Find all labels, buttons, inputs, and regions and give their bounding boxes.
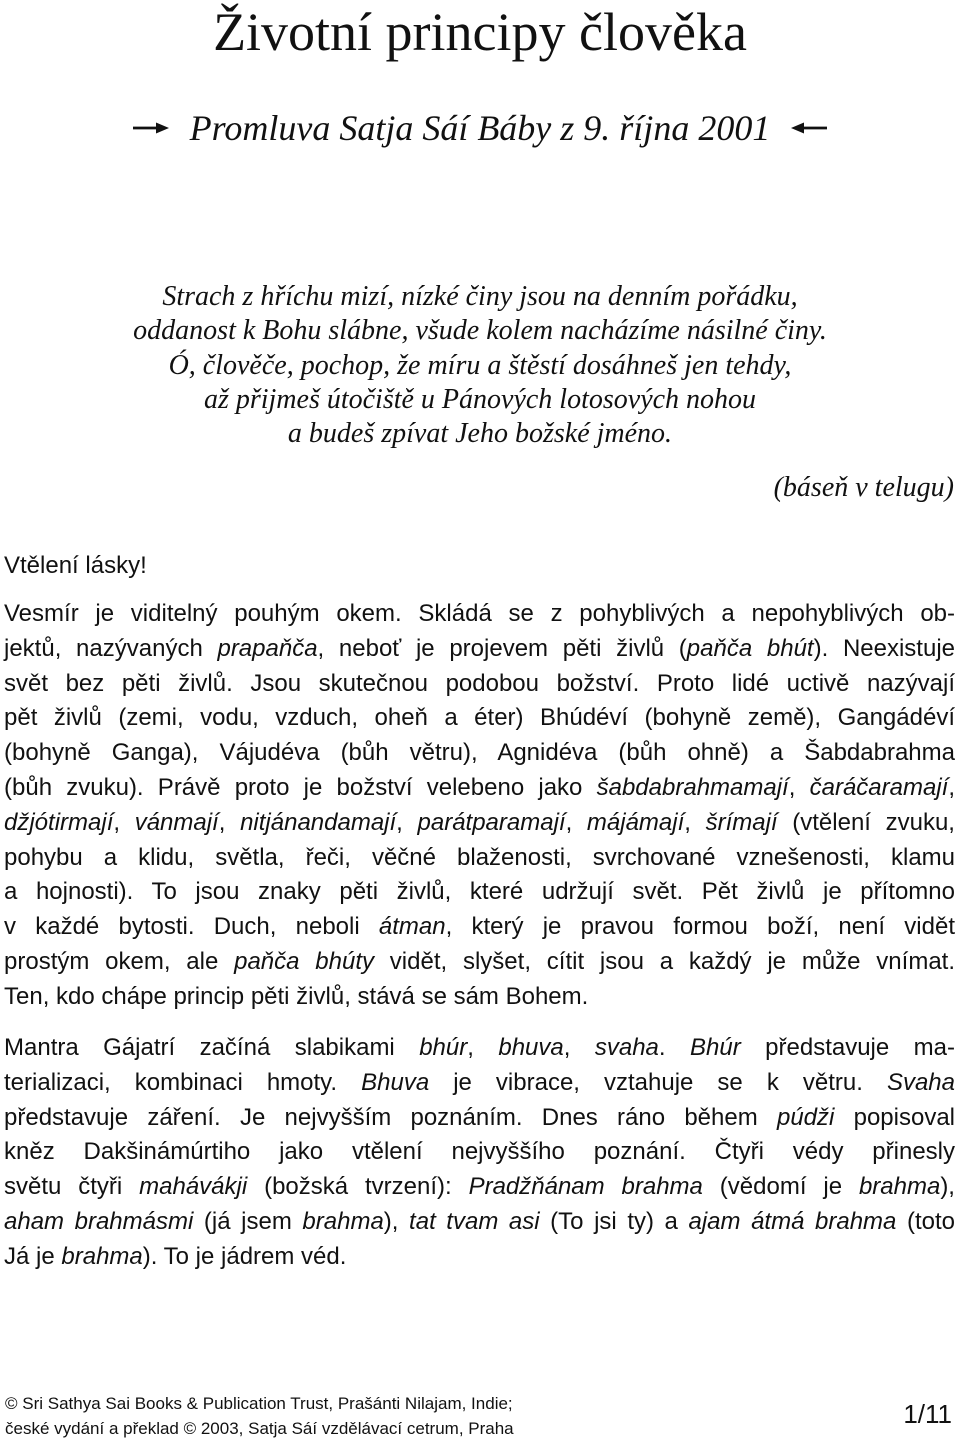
emphasized-term: brahma <box>61 1242 143 1270</box>
text-line <box>4 1170 955 1205</box>
emphasized-term: šabdabrahmamají <box>596 773 789 801</box>
text-run: . <box>658 1034 691 1061</box>
text-line <box>4 667 955 702</box>
text-run: ). Neexistuje <box>813 634 955 662</box>
emphasized-term: mahávákji <box>139 1173 248 1201</box>
emphasized-term: Pradžňánam brahma <box>468 1173 703 1201</box>
poem-line: oddanost k Bohu slábne, všude kolem nacházíme násilné činy. <box>133 315 827 347</box>
text-run: , <box>788 773 810 801</box>
text-run: prostým okem, ale <box>4 947 235 975</box>
text-line <box>4 632 955 667</box>
text-run: (bohyně Ganga), Vájudéva (bůh větru), Agnidéva (bůh ohně) a Šabdabrahma <box>4 739 955 767</box>
text-run: , <box>396 808 418 836</box>
text-run: Já je <box>4 1242 62 1270</box>
text-run: Mantra Gájatrí začíná slabikami <box>4 1034 420 1061</box>
text-run: kněz Dakšinámúrtiho jako vtělení nejvyššího poznání. Čtyři védy přinesly <box>4 1138 955 1166</box>
text-line <box>4 771 955 806</box>
emphasized-term: Bhuva <box>361 1068 430 1096</box>
text-line <box>4 1135 955 1170</box>
text-line <box>4 597 955 632</box>
emphasized-term: Svaha <box>886 1068 955 1096</box>
text-run: (bůh zvuku). Právě proto je božství velebeno jako <box>4 773 597 801</box>
emphasized-term: brahma <box>858 1173 941 1201</box>
text-line <box>4 980 955 1015</box>
text-run: , <box>113 808 135 836</box>
text-run: popisoval <box>834 1103 955 1131</box>
text-run: představuje ma- <box>740 1034 955 1061</box>
emphasized-term: džjótirmají <box>4 808 114 836</box>
text-line <box>4 875 955 910</box>
emphasized-term: májámají <box>586 808 685 836</box>
poem-line: a budeš zpívat Jeho božské jméno. <box>287 418 673 450</box>
emphasized-term: svaha <box>594 1034 659 1061</box>
text-run: (já jsem <box>193 1207 303 1235</box>
translation-credit-line: české vydání a překlad © 2003, Satja Sáí vzdělávací cetrum, Praha <box>5 1419 514 1438</box>
text-run: světu čtyři <box>4 1173 140 1201</box>
text-run: Ten, kdo chápe princip pěti živlů, stává se sám Bohem. <box>4 982 589 1010</box>
emphasized-term: paňča bhúty <box>234 947 375 975</box>
text-run: ), <box>383 1207 410 1235</box>
emphasized-term: parátparamají <box>417 808 566 836</box>
poem-attribution: (báseň v telugu) <box>773 472 954 503</box>
body-paragraph <box>4 1031 955 1275</box>
text-run: , který je pravou formou boží, není vidět <box>445 913 955 941</box>
text-line <box>4 1031 955 1066</box>
poem-line: Strach z hříchu mizí, nízké činy jsou na denním pořádku, <box>162 281 798 312</box>
text-run: Vesmír je viditelný pouhým okem. Skládá se z pohyblivých a nepohyblivých ob- <box>4 600 955 627</box>
text-line <box>4 1240 955 1275</box>
text-line <box>4 1101 955 1136</box>
emphasized-term: paňča bhút <box>686 634 814 662</box>
copyright-line: © Sri Sathya Sai Books & Publication Trust, Prašánti Nilajam, Indie; <box>5 1394 513 1413</box>
emphasized-term: čaráčaramají <box>809 773 949 801</box>
text-line <box>4 806 955 841</box>
text-run: , <box>467 1034 499 1061</box>
emphasized-term: nitjánandamají <box>240 808 397 836</box>
poem <box>0 280 960 451</box>
text-line <box>4 736 955 771</box>
arrow-left-icon <box>790 120 828 136</box>
emphasized-term: tat tvam asi <box>409 1207 540 1235</box>
emphasized-term: brahma <box>302 1207 384 1235</box>
document-title: Životní principy člověka <box>213 2 747 62</box>
subtitle-text: Promluva Satja Sáí Báby z 9. října 2001 <box>189 108 771 148</box>
text-run: svět bez pěti živlů. Jsou skutečnou podobou božství. Proto lidé uctivě nazývají <box>4 669 955 697</box>
text-run: je vibrace, vztahuje se k větru. <box>429 1068 887 1096</box>
text-run: v každé bytosti. Duch, neboli <box>4 913 379 941</box>
subtitle <box>0 106 960 150</box>
emphasized-term: Bhúr <box>690 1034 741 1061</box>
text-run: jektů, nazývaných <box>4 634 218 662</box>
text-run: a hojnosti). To jsou znaky pěti živlů, které udržují svět. Pět živlů je přítomno <box>4 878 955 906</box>
text-run: ). To je jádrem véd. <box>142 1242 347 1270</box>
text-run: , <box>563 1034 595 1061</box>
text-run: (To jsi ty) a <box>539 1207 689 1235</box>
page-number: 1/11 <box>903 1399 952 1429</box>
poem-line: až přijmeš útočiště u Pánových lotosových nohou <box>203 383 757 415</box>
text-line <box>4 945 955 980</box>
emphasized-term: ajam átmá brahma <box>688 1207 897 1235</box>
text-run: představuje záření. Je nejvyšším poznáním. Dnes ráno během <box>4 1103 777 1131</box>
text-run: , <box>218 808 241 836</box>
text-run: pět živlů (zemi, vodu, vzduch, oheň a éter) Bhúdéví (bohyně země), Gangádéví <box>4 704 955 732</box>
text-run: pohybu a klidu, světla, řeči, věčné blaženosti, svrchované vznešenosti, klamu <box>4 843 955 871</box>
text-run: , <box>684 808 706 836</box>
emphasized-term: šrímají <box>705 808 778 836</box>
text-run: terializaci, kombinaci hmoty. <box>4 1068 362 1096</box>
text-line <box>4 1205 955 1240</box>
body-paragraph <box>4 597 955 1015</box>
text-line <box>4 701 955 736</box>
emphasized-term: aham brahmásmi <box>4 1207 194 1235</box>
text-line <box>4 841 955 876</box>
text-run: vidět, slyšet, cítit jsou a každý je může vnímat. <box>374 947 955 975</box>
emphasized-term: átman <box>378 913 446 941</box>
poem-line: Ó, člověče, pochop, že míru a štěstí dosáhneš jen tehdy, <box>168 349 792 381</box>
emphasized-term: bhuva <box>498 1034 564 1061</box>
text-run: (božská tvrzení): <box>247 1173 469 1201</box>
text-line <box>4 1066 955 1101</box>
emphasized-term: bhúr <box>419 1034 468 1061</box>
arrow-right-icon <box>132 120 170 136</box>
text-run: , <box>565 808 587 836</box>
text-run: , neboť je projevem pěti živlů ( <box>317 634 687 662</box>
text-run: , <box>948 773 955 801</box>
footer <box>5 1391 514 1441</box>
text-run: (toto <box>896 1207 956 1235</box>
text-run: ), <box>940 1173 955 1201</box>
text-run: (vědomí je <box>702 1173 859 1201</box>
salutation: Vtělení lásky! <box>4 552 147 579</box>
text-run: (vtělení zvuku, <box>777 808 955 836</box>
emphasized-term: púdži <box>776 1103 835 1131</box>
emphasized-term: vánmají <box>134 808 219 836</box>
emphasized-term: prapaňča <box>217 634 318 662</box>
text-line <box>4 910 955 945</box>
